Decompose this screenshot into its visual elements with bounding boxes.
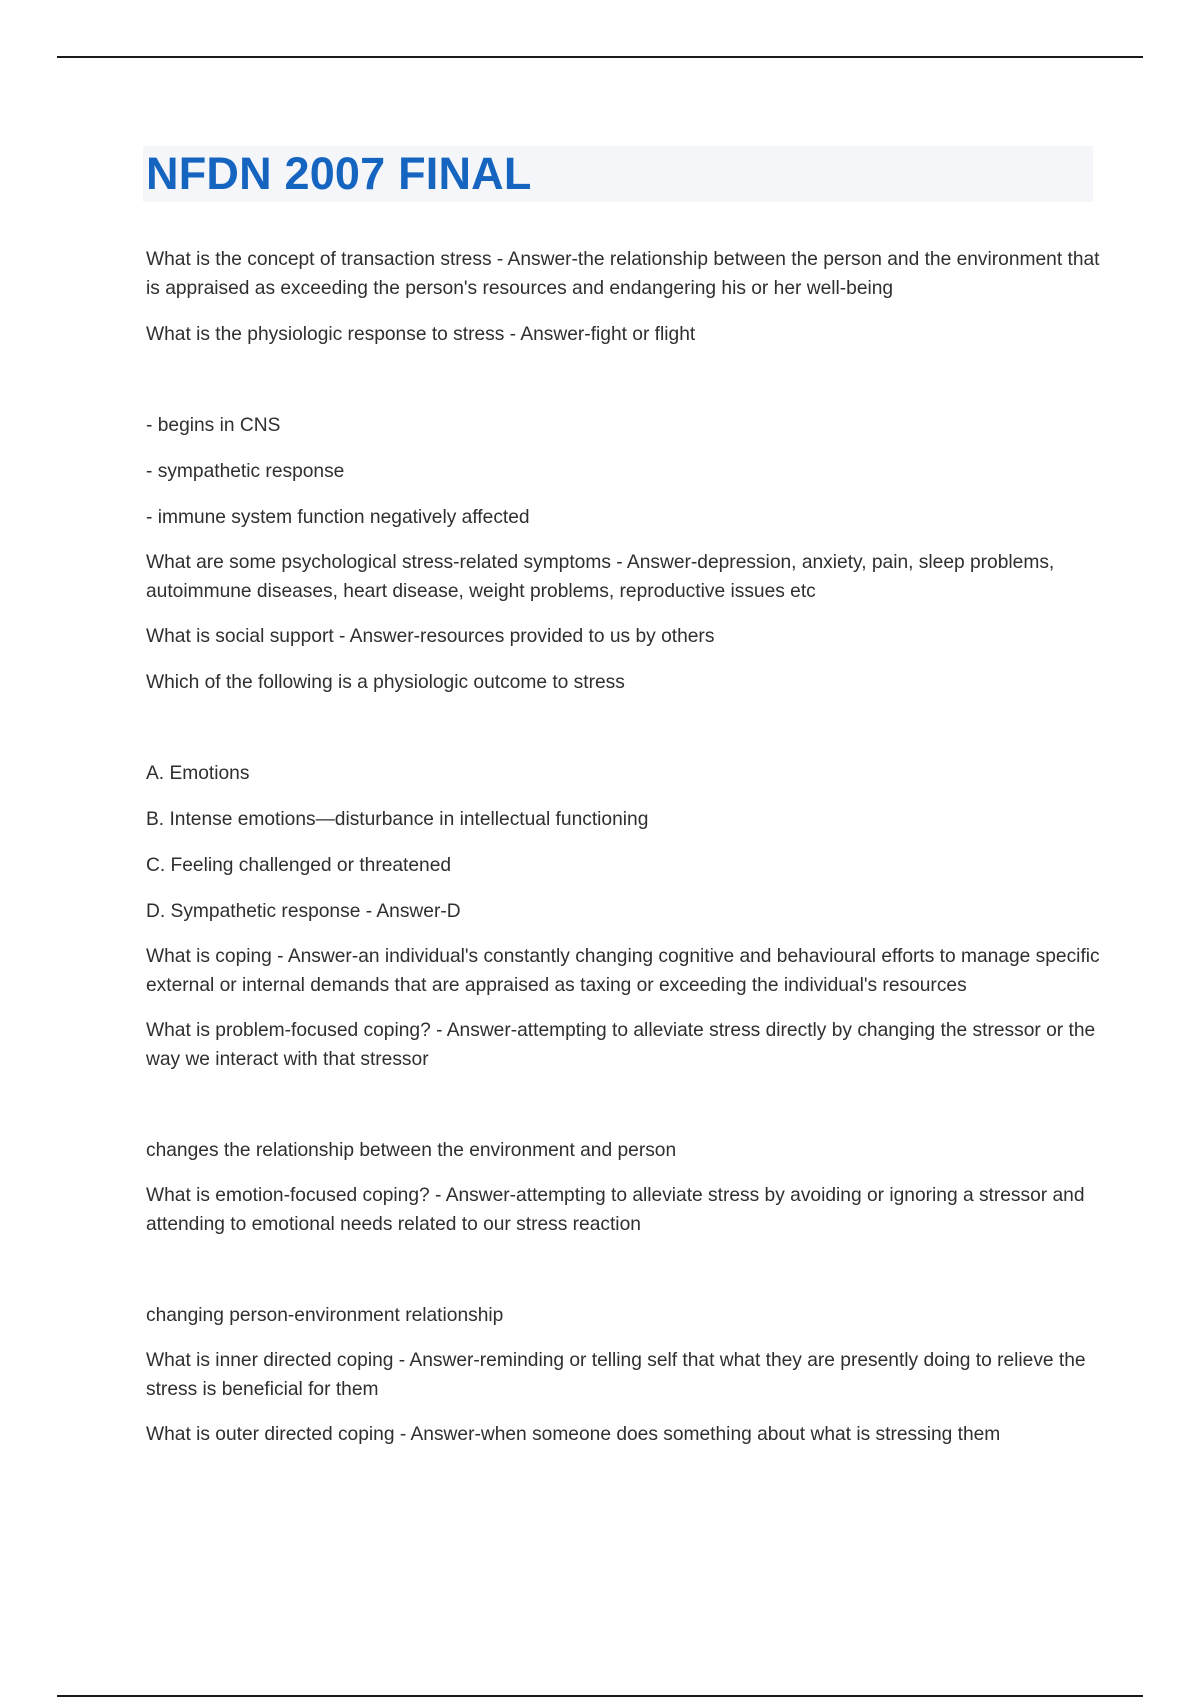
option-d: D. Sympathetic response - Answer-D (146, 901, 461, 922)
option-b: B. Intense emotions—disturbance in intellectual functioning (146, 809, 649, 830)
option-a: A. Emotions (146, 763, 250, 784)
document-title: NFDN 2007 FINAL (146, 148, 532, 199)
paragraph-emotion-focused: What is emotion-focused coping? - Answer-attempting to alleviate stress by avoiding or ignoring a stressor and attending to emotional needs related to our stress reaction (146, 1185, 1085, 1235)
paragraph-physiologic-response: What is the physiologic response to stress - Answer-fight or flight (146, 324, 696, 345)
top-rule (57, 56, 1143, 58)
paragraph-inner-directed: What is inner directed coping - Answer-reminding or telling self that what they are presently doing to relieve the stress is beneficial for them (146, 1350, 1086, 1400)
note-changes-relationship: changes the relationship between the environment and person (146, 1140, 677, 1161)
question-physiologic-outcome: Which of the following is a physiologic outcome to stress (146, 672, 625, 693)
paragraph-psych-symptoms: What are some psychological stress-related symptoms - Answer-depression, anxiety, pain, sleep problems, autoimmune diseases, heart disease, weight problems, reproductive issues etc (146, 552, 1055, 602)
document-body (146, 245, 1106, 1449)
paragraph-coping: What is coping - Answer-an individual's constantly changing cognitive and behavioural efforts to manage specific external or internal demands that are appraised as taxing or exceeding the individual's resources (146, 946, 1100, 996)
option-c: C. Feeling challenged or threatened (146, 855, 452, 876)
paragraph-transaction-stress: What is the concept of transaction stress - Answer-the relationship between the person and the environment that is appraised as exceeding the person's resources and endangering his or her well-being (146, 249, 1100, 299)
bullet-immune: - immune system function negatively affected (146, 507, 530, 528)
paragraph-outer-directed: What is outer directed coping - Answer-when someone does something about what is stressing them (146, 1424, 1001, 1445)
bottom-rule (57, 1695, 1143, 1697)
bullet-begins-cns: - begins in CNS (146, 415, 281, 436)
note-changing-relationship: changing person-environment relationship (146, 1305, 504, 1326)
paragraph-problem-focused: What is problem-focused coping? - Answer-attempting to alleviate stress directly by changing the stressor or the way we interact with that stressor (146, 1020, 1096, 1070)
paragraph-social-support: What is social support - Answer-resources provided to us by others (146, 626, 715, 647)
bullet-sympathetic: - sympathetic response (146, 461, 345, 482)
